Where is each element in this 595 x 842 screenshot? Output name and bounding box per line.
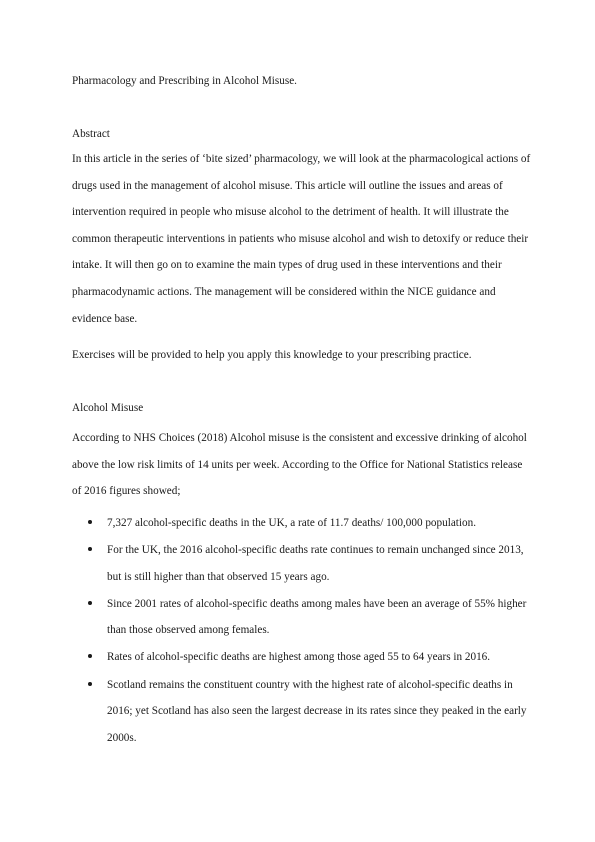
list-item [88,510,528,537]
list-item [88,644,528,671]
list-item-text: 7,327 alcohol-specific deaths in the UK, a rate of 11.7 deaths/ 100,000 population. [107,517,476,529]
bullet-icon [88,682,92,686]
bullet-icon [88,654,92,658]
alcohol-misuse-paragraph: According to NHS Choices (2018) Alcohol misuse is the consistent and excessive drinking of alcohol above the low risk limits of 14 units per week. According to the Office for National Statistics release of 2016 figures showed; [72,432,527,498]
bullet-icon [88,547,92,551]
bullet-icon [88,601,92,605]
list-item-text: Rates of alcohol-specific deaths are highest among those aged 55 to 64 years in 2016. [107,651,491,664]
abstract-exercises-paragraph: Exercises will be provided to help you apply this knowledge to your prescribing practice. [72,349,472,361]
abstract-heading: Abstract [72,128,110,140]
list-item-text: Scotland remains the constituent country with the highest rate of alcohol-specific deaths in 2016; yet Scotland has also seen the largest decrease in its rates since they peaked in the early 2000s. [107,678,527,744]
document-title: Pharmacology and Prescribing in Alcohol Misuse. [72,75,297,87]
list-item [88,672,528,752]
abstract-paragraph: In this article in the series of ‘bite sized’ pharmacology, we will look at the pharmacological actions of drugs used in the management of alcohol misuse. This article will outline the issues and areas of intervention required in people who misuse alcohol to the detriment of health. It will illustrate the common therapeutic interventions in patients who misuse alcohol and wish to detoxify or reduce their intake. It will then go on to examine the main types of drug used in these interventions and their pharmacodynamic actions. The management will be considered within the NICE guidance and evidence base. [72,153,531,325]
bullet-icon [88,520,92,524]
list-item [88,537,528,590]
list-item-text: Since 2001 rates of alcohol-specific deaths among males have been an average of 55% higher than those observed among females. [107,597,527,637]
list-item-text: For the UK, the 2016 alcohol-specific deaths rate continues to remain unchanged since 2013, but is still higher than that observed 15 years ago. [107,544,524,583]
list-item [88,591,528,644]
alcohol-misuse-heading: Alcohol Misuse [72,402,144,414]
statistics-bullet-list [88,510,528,751]
